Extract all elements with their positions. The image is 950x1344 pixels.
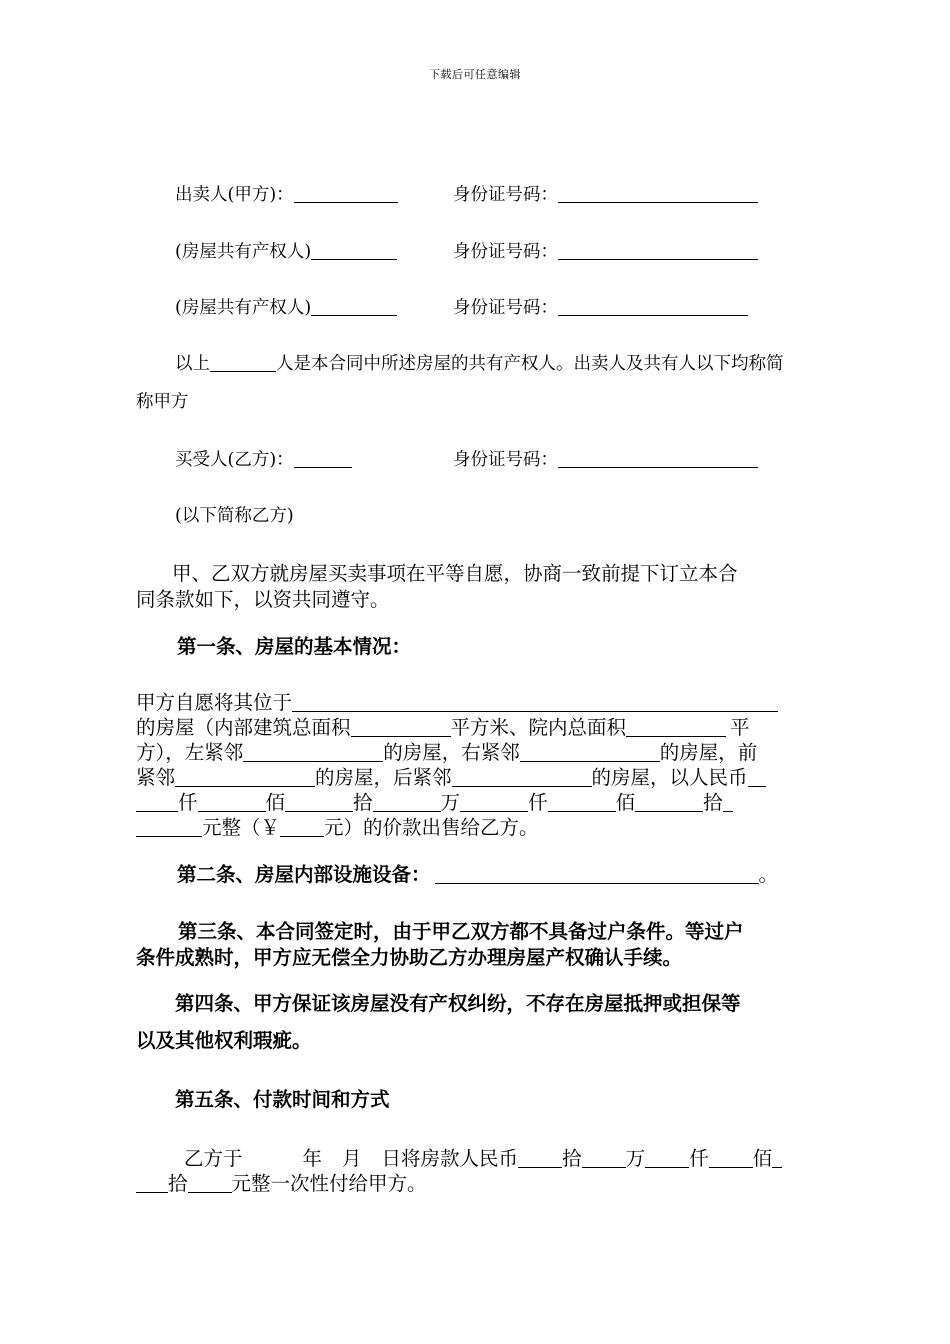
facilities-blank[interactable]	[435, 863, 759, 884]
article4-line1: 第四条、甲方保证该房屋没有产权纠纷，不存在房屋抵押或担保等	[175, 992, 741, 1015]
payment-blank[interactable]	[188, 1172, 232, 1193]
payment-blank[interactable]	[136, 1172, 168, 1193]
article1-text: 元整（￥	[202, 816, 281, 839]
coowner1-row	[175, 238, 397, 263]
location-blank[interactable]	[292, 691, 778, 712]
id-label: 身份证号码：	[453, 185, 558, 205]
preamble-line2: 同条款如下，以资共同遵守。	[136, 588, 390, 611]
price-blank[interactable]	[373, 791, 441, 812]
coowner2-label: (房屋共有产权人)	[175, 298, 312, 318]
price-blank[interactable]	[136, 791, 178, 812]
price-blank[interactable]	[548, 791, 616, 812]
article1-text: 的房屋，右紧邻	[383, 741, 520, 764]
right-neighbor-blank[interactable]	[520, 741, 660, 762]
article2-row	[177, 859, 778, 887]
seller-name-blank[interactable]	[294, 184, 398, 203]
article5-text: 月	[342, 1147, 362, 1170]
price-blank[interactable]	[198, 791, 266, 812]
buyer-id-blank[interactable]	[558, 449, 758, 468]
unit-label: 万	[625, 1147, 646, 1170]
article5-line2	[136, 1168, 427, 1196]
payment-blank[interactable]	[582, 1147, 626, 1168]
unit-label: 拾	[703, 791, 723, 814]
coowner2-id-blank[interactable]	[558, 297, 748, 316]
article5-text: 年	[302, 1147, 323, 1170]
buyer-row	[175, 446, 352, 471]
article2-title: 第二条、房屋内部设施设备：	[177, 863, 431, 886]
article1-text: 方），左紧邻	[136, 741, 244, 764]
unit-label: 拾	[562, 1147, 582, 1170]
article1-line6	[136, 812, 539, 840]
article1-text: 平方米、院内总面积	[450, 716, 627, 739]
article5-text: 日将房款人民币	[381, 1147, 519, 1170]
payment-blank[interactable]	[518, 1147, 562, 1168]
article4-line2: 以及其他权利瑕疵。	[136, 1029, 312, 1052]
article1-text: 的房屋，前	[659, 741, 758, 764]
unit-label: 仟	[689, 1147, 709, 1170]
payment-blank[interactable]	[709, 1147, 753, 1168]
price-blank[interactable]	[723, 791, 733, 812]
coowner2-name-blank[interactable]	[311, 297, 397, 316]
article5-text: 元整一次性付给甲方。	[231, 1172, 427, 1195]
article1-line4	[136, 762, 766, 790]
article1-text: 紧邻	[136, 766, 176, 789]
article2-end: 。	[758, 863, 779, 886]
price-blank[interactable]	[460, 791, 528, 812]
payment-blank[interactable]	[645, 1147, 689, 1168]
unit-label: 仟	[528, 791, 548, 814]
article1-title: 第一条、房屋的基本情况：	[177, 635, 412, 658]
header-note: 下载后可任意编辑	[429, 68, 521, 81]
price-blank[interactable]	[136, 816, 202, 837]
coowner2-id-row	[453, 294, 748, 319]
article1-text: 的房屋，后紧邻	[315, 766, 452, 789]
unit-label: 佰	[752, 1147, 773, 1170]
article1-text: 元）的价款出售给乙方。	[324, 816, 539, 839]
id-label: 身份证号码：	[453, 450, 558, 470]
article3-line1: 第三条、本合同签定时，由于甲乙双方都不具备过户条件。等过户	[178, 920, 744, 943]
price-blank[interactable]	[748, 766, 766, 787]
article1-text: 甲方自愿将其位于	[136, 691, 293, 714]
coowner2-row	[175, 294, 397, 319]
article5-text: 乙方于	[184, 1147, 243, 1170]
buyer-id-row	[453, 446, 758, 471]
unit-label: 拾	[353, 791, 373, 814]
buyer-note: (以下简称乙方)	[175, 506, 294, 526]
coowner-summary-line1	[175, 350, 784, 375]
seller-row	[175, 181, 398, 206]
article1-line1	[136, 687, 778, 715]
price-figure-blank[interactable]	[280, 816, 324, 837]
price-blank[interactable]	[635, 791, 703, 812]
coowner1-id-blank[interactable]	[558, 241, 758, 260]
article1-line3	[136, 737, 757, 765]
seller-label: 出卖人(甲方)：	[175, 185, 294, 205]
buyer-name-blank[interactable]	[294, 449, 352, 468]
buyer-label: 买受人(乙方)：	[175, 450, 294, 470]
front-neighbor-blank[interactable]	[175, 766, 315, 787]
article5-title: 第五条、付款时间和方式	[175, 1088, 390, 1111]
seller-id-row	[453, 181, 758, 206]
seller-id-blank[interactable]	[558, 184, 758, 203]
coowner1-id-row	[453, 238, 758, 263]
unit-label: 拾	[168, 1172, 188, 1195]
coowner1-label: (房屋共有产权人)	[175, 242, 312, 262]
payment-blank[interactable]	[772, 1147, 782, 1168]
yard-area-blank[interactable]	[626, 716, 726, 737]
unit-label: 佰	[265, 791, 286, 814]
article1-line5	[136, 787, 733, 815]
article1-text: 的房屋（内部建筑总面积	[136, 716, 351, 739]
coowner1-name-blank[interactable]	[311, 241, 397, 260]
article1-text: 平	[730, 716, 750, 739]
article1-line2	[136, 712, 750, 740]
coowner-count-blank[interactable]	[210, 353, 276, 372]
id-label: 身份证号码：	[453, 242, 558, 262]
id-label: 身份证号码：	[453, 298, 558, 318]
coowner-summary-line2: 称甲方	[136, 392, 189, 412]
unit-label: 佰	[615, 791, 636, 814]
unit-label: 万	[440, 791, 461, 814]
back-neighbor-blank[interactable]	[452, 766, 592, 787]
building-area-blank[interactable]	[351, 716, 451, 737]
summary-text: 人是本合同中所述房屋的共有产权人。出卖人及共有人以下均称简	[276, 354, 784, 374]
price-blank[interactable]	[285, 791, 353, 812]
article3-line2: 条件成熟时，甲方应无偿全力协助乙方办理房屋产权确认手续。	[136, 946, 683, 969]
unit-label: 仟	[178, 791, 198, 814]
article1-text: 的房屋，以人民币	[591, 766, 748, 789]
left-neighbor-blank[interactable]	[243, 741, 383, 762]
article5-line1	[184, 1143, 782, 1171]
summary-prefix: 以上	[175, 354, 210, 374]
preamble-line1: 甲、乙双方就房屋买卖事项在平等自愿，协商一致前提下订立本合	[172, 562, 738, 585]
